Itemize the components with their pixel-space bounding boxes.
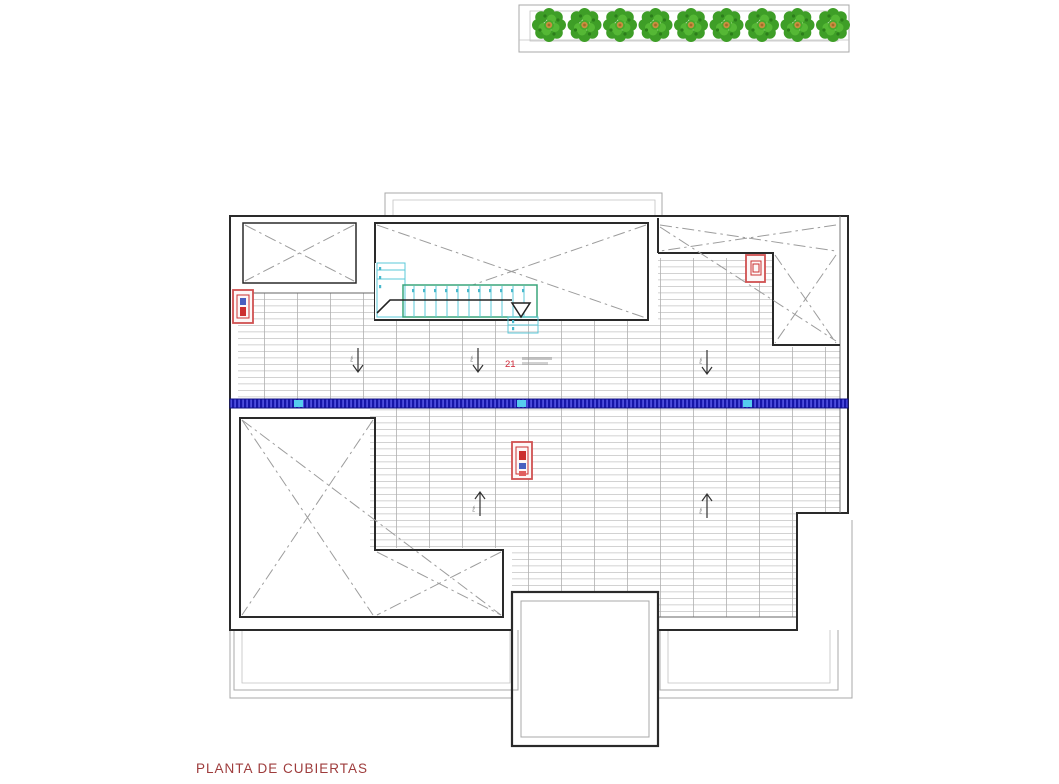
svg-text:21: 21 (505, 359, 516, 370)
tree-icon (710, 8, 744, 42)
svg-text:Pte.: Pte. (469, 354, 474, 362)
terrace-bottom-left-outer (234, 630, 518, 690)
svg-text:Pte.: Pte. (349, 354, 354, 362)
tree-icon (568, 8, 602, 42)
terrace-bottom-right-outer (660, 630, 838, 690)
tree-icon (639, 8, 673, 42)
tree-icon (674, 8, 708, 42)
tree-icon (745, 8, 779, 42)
roof-note-smudge (522, 357, 552, 360)
svg-text:Pte.: Pte. (698, 356, 703, 364)
plan-title: PLANTA DE CUBIERTAS (196, 761, 369, 776)
vent-marker-center (512, 442, 532, 479)
terrace-bottom-right-inner (668, 630, 830, 683)
svg-text:Pte.: Pte. (471, 504, 476, 512)
upper-bay-eave-inner (393, 200, 655, 216)
tree-icon (781, 8, 815, 42)
porch-protrusion (512, 592, 658, 746)
tree-icon (816, 8, 850, 42)
skylight-topleft (243, 223, 356, 283)
upper-bay-eave-outer (385, 193, 662, 216)
tree-icon (532, 8, 566, 42)
vent-marker-left (233, 290, 253, 323)
ridge-gutter-band (230, 399, 848, 408)
tree-icon (603, 8, 637, 42)
terrace-bottom-left-inner (242, 630, 510, 683)
site-envelope-left (230, 628, 512, 698)
vent-marker-topright (746, 255, 765, 282)
roof-note-smudge (522, 362, 548, 365)
svg-text:Pte.: Pte. (698, 506, 703, 514)
hedge-strip (519, 5, 850, 52)
